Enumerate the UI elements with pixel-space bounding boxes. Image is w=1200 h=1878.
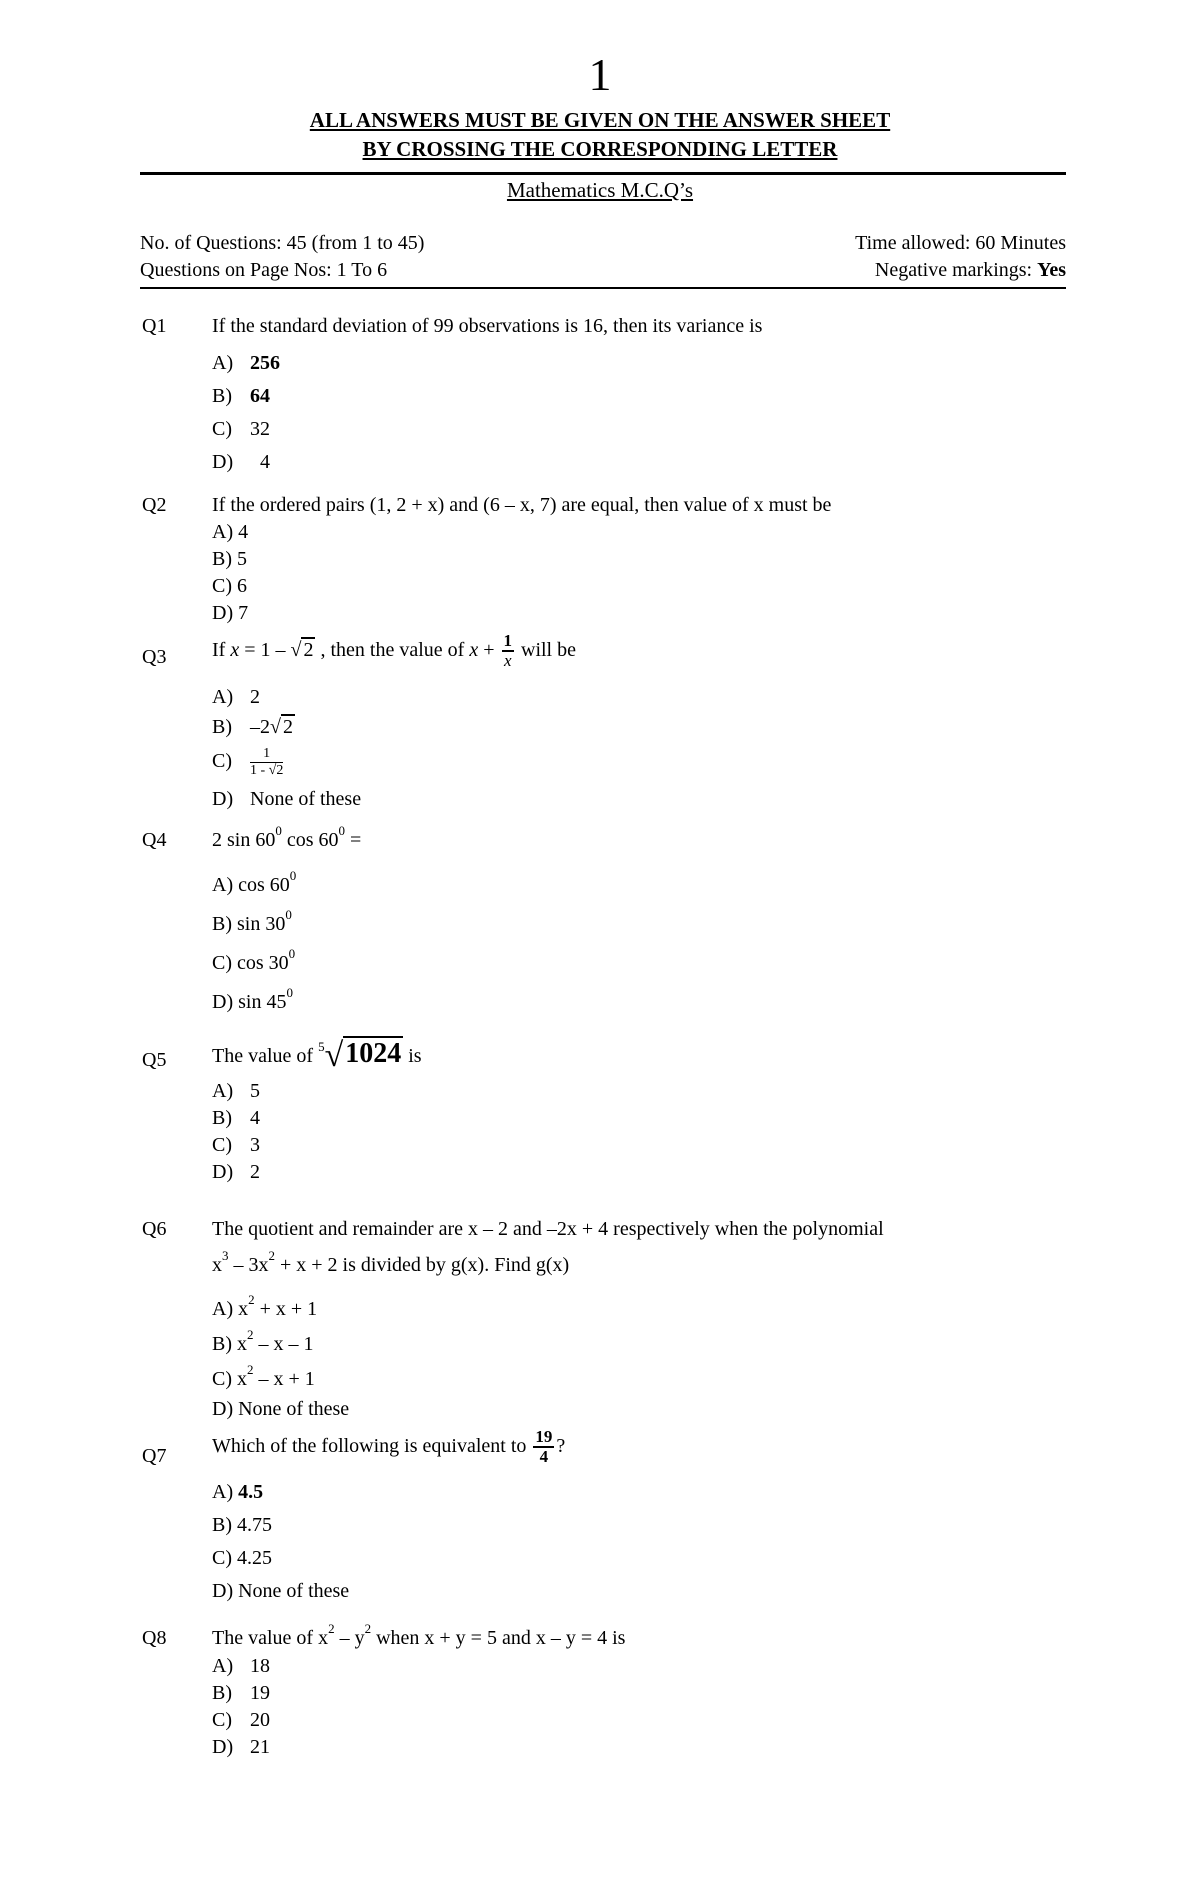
num-questions: No. of Questions: 45 (from 1 to 45) bbox=[140, 232, 425, 254]
instruction-line-2: BY CROSSING THE CORRESPONDING LETTER bbox=[362, 137, 838, 161]
option-a: A) 2 bbox=[212, 686, 260, 708]
question-text: 2 $\sin 60^0$ $\cos 60^0$ = bbox=[212, 823, 362, 851]
question-number: Q8 bbox=[142, 1627, 167, 1649]
option-d: D) None of these bbox=[212, 1398, 350, 1420]
question-text-line-1: The quotient and remainder are x – 2 and –2x + 4 respectively when the polynomial bbox=[212, 1218, 884, 1240]
option-c: C) $\cos 30^0$ bbox=[212, 946, 296, 974]
option-a: A) 4 bbox=[212, 521, 249, 543]
option-b: B) 5 bbox=[212, 548, 247, 570]
option-c: C) 3 bbox=[212, 1134, 260, 1156]
fraction: $\frac{1}{x}$ bbox=[503, 631, 512, 671]
option-d: D) 7 bbox=[212, 602, 249, 624]
option-d: D) None of these bbox=[212, 1580, 350, 1602]
option-a: A) 4.5 bbox=[212, 1481, 264, 1503]
option-c: C) $x^2 - x + 1$ bbox=[212, 1362, 315, 1390]
subject-title: Mathematics M.C.Q’s bbox=[506, 178, 694, 202]
option-c: C) 20 bbox=[212, 1709, 270, 1731]
option-d: D) $\sin 45^0$ bbox=[212, 985, 293, 1013]
option-a: A) 256 bbox=[212, 352, 280, 374]
negative-marking: Negative markings: Yes bbox=[874, 259, 1066, 281]
question-text-line-2: $x^3 - 3x^2 + x + 2$ is divided by g(x). Find g(x) bbox=[212, 1248, 570, 1276]
page-number: 1 bbox=[588, 49, 612, 100]
option-b: B) 4 bbox=[212, 1107, 260, 1129]
option-b: B) –2√ 2 bbox=[212, 716, 293, 738]
question-text: Which of the following is equivalent to $\frac{19}{4}$ ? bbox=[212, 1427, 566, 1467]
option-a: A) 5 bbox=[212, 1080, 260, 1102]
question-number: Q7 bbox=[142, 1445, 167, 1467]
page-range: Questions on Page Nos: 1 To 6 bbox=[140, 259, 388, 281]
option-c: C) 6 bbox=[212, 575, 247, 597]
meta-row-1 bbox=[140, 232, 1066, 255]
question-number: Q6 bbox=[142, 1218, 167, 1240]
time-allowed: Time allowed: 60 Minutes bbox=[855, 232, 1066, 254]
question-text: The value of $^5$√1024 is bbox=[212, 1037, 422, 1074]
option-c: C) $\frac{1}{1 - √2}$ bbox=[212, 746, 284, 778]
question-number: Q4 bbox=[142, 829, 167, 851]
option-d: D) 2 bbox=[212, 1161, 260, 1183]
meta-row-2 bbox=[140, 259, 1066, 282]
option-a: A) $\cos 60^0$ bbox=[212, 868, 297, 896]
option-b: B) $\sin 30^0$ bbox=[212, 907, 292, 935]
option-c: C) 4.25 bbox=[212, 1547, 272, 1569]
question-number: Q3 bbox=[142, 646, 167, 668]
option-b: B) 19 bbox=[212, 1682, 270, 1704]
fraction: $\frac{19}{4}$ bbox=[535, 1427, 553, 1467]
fraction: $\frac{1}{1 - √2}$ bbox=[250, 746, 284, 778]
option-d: D) 21 bbox=[212, 1736, 270, 1758]
option-d: D) 4 bbox=[212, 451, 270, 473]
option-a: A) $x^2 + x + 1$ bbox=[212, 1292, 318, 1320]
option-b: B) 64 bbox=[212, 385, 270, 407]
header-rule bbox=[140, 172, 1066, 175]
question-number: Q1 bbox=[142, 315, 167, 337]
instruction-line-1: ALL ANSWERS MUST BE GIVEN ON THE ANSWER SHEET bbox=[309, 108, 891, 132]
option-d: D) None of these bbox=[212, 788, 362, 810]
question-text: If the ordered pairs (1, 2 + x) and (6 – x, 7) are equal, then value of x must be bbox=[212, 494, 832, 516]
option-b: B) $x^2$ – x – 1 bbox=[212, 1327, 314, 1355]
option-c: C) 32 bbox=[212, 418, 270, 440]
question-text: If x = 1 – √ 2 , then the value of x + $\frac{1}{x}$ will be bbox=[212, 631, 576, 671]
meta-rule bbox=[140, 287, 1066, 289]
question-number: Q5 bbox=[142, 1049, 167, 1071]
option-b: B) 4.75 bbox=[212, 1514, 272, 1536]
question-number: Q2 bbox=[142, 494, 167, 516]
question-text: If the standard deviation of 99 observations is 16, then its variance is bbox=[212, 315, 763, 337]
question-text: The value of $x^2 - y^2$ when x + y = 5 and x – y = 4 is bbox=[212, 1621, 626, 1649]
option-a: A) 18 bbox=[212, 1655, 270, 1677]
